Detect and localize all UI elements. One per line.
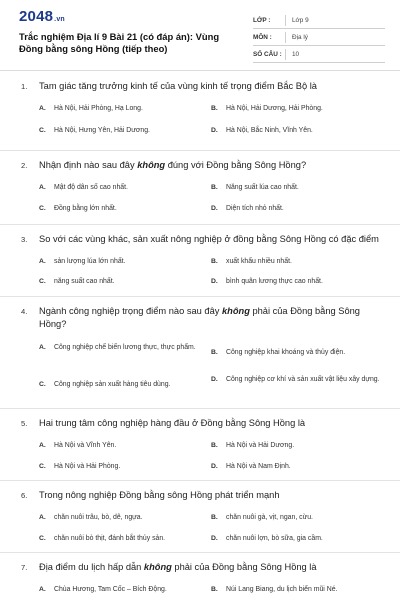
option-text: Hà Nội, Bắc Ninh, Vĩnh Yên. — [226, 127, 313, 134]
option-text: Công nghiệp sản xuất hàng tiêu dùng. — [54, 381, 171, 388]
question-text-part: Địa điểm du lịch hấp dẫn — [39, 562, 144, 572]
question-text-part: Tam giác tăng trưởng kinh tế của vùng kinh tế trọng điểm Bắc Bộ là — [39, 81, 317, 91]
question-text — [39, 159, 379, 172]
question-number: 5. — [21, 419, 28, 428]
answer-option-d[interactable] — [211, 534, 323, 544]
meta-divider — [285, 49, 286, 60]
answer-option-d[interactable] — [211, 277, 323, 287]
meta-divider — [285, 15, 286, 26]
question-item — [0, 409, 400, 481]
option-letter: B. — [211, 514, 218, 522]
meta-divider — [285, 32, 286, 43]
question-text-part: phải của Đồng bằng Sông Hồng? — [39, 306, 360, 329]
option-text: Hà Nội và Hải Dương. — [226, 442, 295, 449]
meta-key: SỐ CÂU : — [253, 50, 282, 58]
question-item — [0, 225, 400, 297]
option-letter: B. — [211, 184, 218, 192]
answer-option-a[interactable] — [39, 343, 204, 353]
option-text: Năng suất lúa cao nhất. — [226, 184, 299, 191]
option-letter: D. — [211, 127, 218, 135]
option-text: Diện tích nhỏ nhất. — [226, 205, 284, 212]
option-text: Hà Nội, Hưng Yên, Hải Dương. — [54, 127, 150, 134]
option-text: chăn nuôi trâu, bò, dê, ngựa. — [54, 514, 143, 521]
question-text — [39, 305, 364, 331]
option-letter: D. — [211, 535, 218, 543]
quiz-title: Trắc nghiệm Địa lí 9 Bài 21 (có đáp án): Vùng Đồng bằng sông Hồng (tiếp theo) — [19, 31, 220, 54]
answer-option-d[interactable] — [211, 204, 284, 214]
question-number: 1. — [21, 82, 28, 91]
option-letter: A. — [39, 258, 46, 266]
answer-option-a[interactable] — [39, 104, 143, 114]
option-letter: D. — [211, 463, 218, 471]
option-text: chăn nuôi lợn, bò sữa, gia cầm. — [226, 535, 323, 542]
meta-key: LỚP : — [253, 16, 271, 24]
meta-row-subject — [253, 29, 385, 46]
question-item — [0, 71, 400, 151]
option-text: Hà Nội và Nam Định. — [226, 463, 291, 470]
answer-option-b[interactable] — [211, 183, 299, 193]
answer-option-a[interactable] — [39, 257, 126, 267]
option-letter: B. — [211, 442, 218, 450]
answer-option-c[interactable] — [39, 204, 117, 214]
question-number: 6. — [21, 491, 28, 500]
answer-option-b[interactable] — [211, 348, 345, 358]
question-text-part: Ngành công nghiệp trọng điểm nào sau đây — [39, 306, 222, 316]
option-text: bình quân lương thực cao nhất. — [226, 278, 323, 285]
question-number: 3. — [21, 235, 28, 244]
meta-row-count — [253, 46, 385, 63]
option-text: năng suất cao nhất. — [54, 278, 115, 285]
option-letter: C. — [39, 127, 46, 135]
answer-option-a[interactable] — [39, 513, 143, 523]
question-text-part: Trong nông nghiệp Đồng bằng sông Hồng phát triển mạnh — [39, 490, 280, 500]
meta-value: Lớp 9 — [292, 16, 309, 24]
option-letter: A. — [39, 514, 46, 522]
option-text: Công nghiệp cơ khí và sản xuất vật liệu xây dựng. — [226, 376, 380, 383]
meta-value: 10 — [292, 50, 300, 58]
option-letter: A. — [39, 586, 46, 594]
logo-suffix: .vn — [54, 16, 65, 23]
option-text: Công nghiệp khai khoáng và thủy điện. — [226, 349, 346, 356]
answer-option-b[interactable] — [211, 441, 294, 451]
site-logo[interactable] — [19, 8, 65, 25]
question-list — [0, 71, 400, 600]
option-text: Chùa Hương, Tam Cốc – Bích Động. — [54, 586, 167, 593]
option-letter: A. — [39, 344, 46, 352]
question-emphasis: không — [137, 160, 166, 170]
question-emphasis: không — [221, 306, 250, 316]
answer-option-c[interactable] — [39, 126, 150, 136]
option-letter: C. — [39, 463, 46, 471]
question-item — [0, 151, 400, 225]
answer-option-b[interactable] — [211, 513, 313, 523]
option-text: Hà Nội, Hải Dương, Hải Phòng. — [226, 105, 323, 112]
answer-option-c[interactable] — [39, 277, 115, 287]
meta-row-class — [253, 12, 385, 29]
meta-key: MÔN : — [253, 33, 272, 41]
question-item — [0, 297, 400, 409]
option-text: Công nghiệp chế biến lương thực, thực phẩm. — [54, 344, 196, 351]
option-text: chăn nuôi bò thịt, đánh bắt thủy sản. — [54, 535, 166, 542]
question-text — [39, 489, 379, 502]
question-text-part: Hai trung tâm công nghiệp hàng đầu ở Đồng bằng Sông Hồng là — [39, 418, 306, 428]
page-header — [0, 0, 400, 70]
option-letter: B. — [211, 586, 218, 594]
answer-option-c[interactable] — [39, 534, 165, 544]
logo-main: 2048 — [19, 8, 54, 25]
option-text: Hà Nội và Hải Phòng. — [54, 463, 121, 470]
question-emphasis: không — [143, 562, 172, 572]
option-text: Mật độ dân số cao nhất. — [54, 184, 128, 191]
question-number: 4. — [21, 307, 28, 316]
answer-option-d[interactable] — [211, 375, 386, 385]
question-text-part: Nhận định nào sau đây — [39, 160, 138, 170]
question-text-part: So với các vùng khác, sản xuất nông nghiệp ở đồng bằng Sông Hồng có đặc điểm — [39, 234, 379, 244]
question-text — [39, 233, 379, 246]
option-text: Hà Nội và Vĩnh Yên. — [54, 442, 117, 449]
option-letter: C. — [39, 381, 46, 389]
option-text: Hà Nội, Hải Phòng, Hạ Long. — [54, 105, 143, 112]
question-text-part: đúng với Đồng bằng Sông Hồng? — [165, 160, 307, 170]
option-text: Đồng bằng lớn nhất. — [54, 205, 117, 212]
option-letter: A. — [39, 184, 46, 192]
option-letter: B. — [211, 349, 218, 357]
answer-option-a[interactable] — [39, 441, 116, 451]
question-text — [39, 417, 379, 430]
option-text: Núi Lang Biang, du lịch biển mũi Né. — [226, 586, 338, 593]
answer-option-d[interactable] — [211, 462, 291, 472]
option-letter: A. — [39, 442, 46, 450]
option-letter: D. — [211, 205, 218, 213]
question-item — [0, 481, 400, 553]
option-letter: C. — [39, 205, 46, 213]
option-letter: A. — [39, 105, 46, 113]
quiz-meta-table — [253, 12, 385, 63]
option-text: chăn nuôi gà, vịt, ngan, cừu. — [226, 514, 313, 521]
answer-option-b[interactable] — [211, 585, 337, 595]
question-text-part: phải của Đồng bằng Sông Hồng là — [171, 562, 317, 572]
option-text: xuất khẩu nhiều nhất. — [226, 258, 292, 265]
question-text — [39, 561, 379, 574]
option-letter: C. — [39, 278, 46, 286]
answer-option-a[interactable] — [39, 183, 128, 193]
meta-value: Địa lý — [292, 33, 308, 41]
option-letter: B. — [211, 105, 218, 113]
option-letter: B. — [211, 258, 218, 266]
question-text — [39, 80, 379, 93]
answer-option-b[interactable] — [211, 257, 292, 267]
answer-option-c[interactable] — [39, 380, 170, 390]
answer-option-a[interactable] — [39, 585, 167, 595]
answer-option-b[interactable] — [211, 104, 323, 114]
question-item — [0, 553, 400, 600]
answer-option-c[interactable] — [39, 462, 120, 472]
answer-option-d[interactable] — [211, 126, 313, 136]
option-letter: C. — [39, 535, 46, 543]
option-letter: D. — [211, 278, 218, 286]
option-text: sản lượng lúa lớn nhất. — [54, 258, 126, 265]
option-letter: D. — [211, 376, 218, 384]
question-number: 2. — [21, 161, 28, 170]
question-number: 7. — [21, 563, 28, 572]
